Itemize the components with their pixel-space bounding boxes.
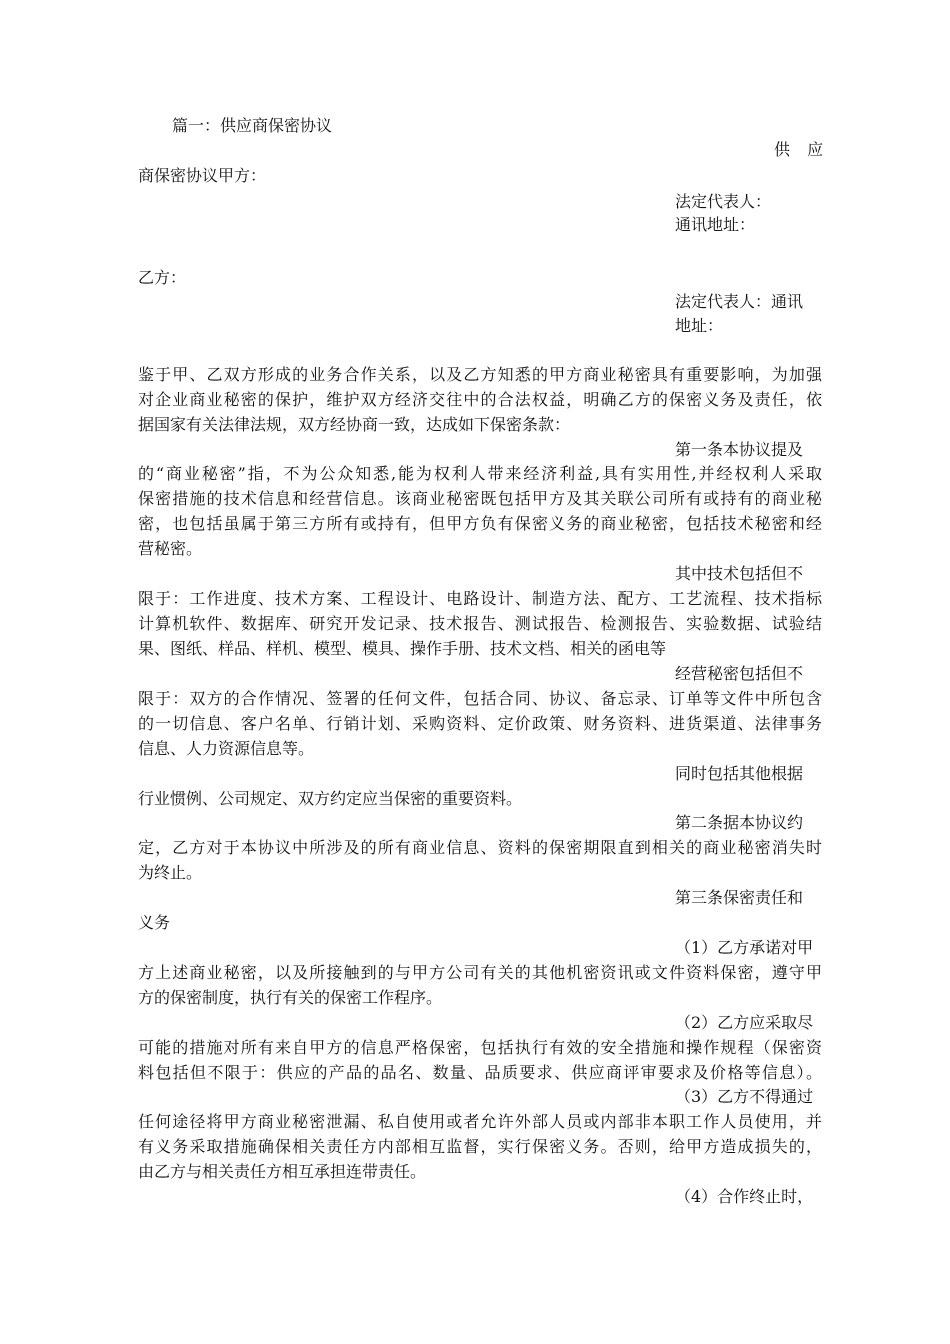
text-line: 可能的措施对所有来自甲方的信息严格保密，包括执行有效的安全措施和操作规程（保密资 [138, 1038, 822, 1057]
text-line: 由乙方与相关责任方相互承担连带责任。 [138, 1162, 427, 1181]
text-line: 行业惯例、公司规定、双方约定应当保密的重要资料。 [138, 789, 523, 808]
text-line: 营秘密。 [138, 539, 203, 558]
text-line: 方的保密制度，执行有关的保密工作程序。 [138, 988, 443, 1007]
text-line: 第三条保密责任和 [675, 888, 804, 907]
text-line: 地址： [675, 316, 724, 335]
text-line: 的一切信息、客户名单、行销计划、采购资料、定价政策、财务资料、进货渠道、法律事务 [138, 714, 822, 733]
text-line: 任何途径将甲方商业秘密泄漏、私自使用或者允许外部人员或内部非本职工作人员使用，并 [138, 1112, 822, 1131]
text-line: 法定代表人： [675, 192, 772, 211]
text-line: （4）合作终止时， [675, 1187, 814, 1206]
text-line: 其中技术包括但不 [675, 564, 804, 583]
text-line: 定，乙方对于本协议中所涉及的所有商业信息、资料的保密期限直到相关的商业秘密消失时 [138, 838, 822, 857]
text-line: （2）乙方应采取尽 [675, 1013, 814, 1032]
text-line: 对企业商业秘密的保护，维护双方经济交往中的合法权益，明确乙方的保密义务及责任，依 [138, 390, 822, 409]
text-line: 果、图纸、样品、样机、模型、模具、操作手册、技术文档、相关的函电等 [138, 639, 667, 658]
text-line: 限于：工作进度、技术方案、工程设计、电路设计、制造方法、配方、工艺流程、技术指标 [138, 589, 822, 608]
text-line: 鉴于甲、乙双方形成的业务合作关系，以及乙方知悉的甲方商业秘密具有重要影响，为加强 [138, 365, 822, 384]
text-line: （3）乙方不得通过 [675, 1087, 814, 1106]
text-line: 料包括但不限于：供应的产品的品名、数量、品质要求、供应商评审要求及价格等信息）。 [138, 1063, 822, 1082]
text-line: 经营秘密包括但不 [675, 664, 804, 683]
text-line: 为终止。 [138, 863, 203, 882]
text-line: 义务 [138, 913, 171, 932]
text-line: 信息、人力资源信息等。 [138, 739, 315, 758]
text-line: 限于：双方的合作情况、签署的任何文件，包括合同、协议、备忘录、订单等文件中所包含 [138, 689, 822, 708]
text-line: 第二条据本协议约 [675, 813, 804, 832]
text-line: 的“商业秘密”指，不为公众知悉,能为权利人带来经济利益,具有实用性,并经权利人采取 [138, 464, 822, 483]
text-line: 商保密协议甲方： [138, 166, 267, 185]
text-line: 方上述商业秘密，以及所接触到的与甲方公司有关的其他机密资讯或文件资料保密，遵守甲 [138, 963, 822, 982]
text-line: （1）乙方承诺对甲 [675, 938, 814, 957]
text-line: 保密措施的技术信息和经营信息。该商业秘密既包括甲方及其关联公司所有或持有的商业秘 [138, 489, 822, 508]
text-line: 法定代表人：通讯 [675, 292, 804, 311]
text-line: 计算机软件、数据库、研究开发记录、技术报告、测试报告、检测报告、实验数据、试验结 [138, 614, 822, 633]
text-line: 同时包括其他根据 [675, 764, 804, 783]
text-line: 第一条本协议提及 [675, 440, 804, 459]
text-line: 据国家有关法律法规，双方经协商一致，达成如下保密条款： [138, 415, 571, 434]
text-line: 有义务采取措施确保相关责任方内部相互监督，实行保密义务。否则，给甲方造成损失的， [138, 1137, 822, 1156]
document-title: 篇一：供应商保密协议 [172, 116, 333, 135]
text-line: 乙方： [138, 268, 187, 287]
text-line: 密，也包括虽属于第三方所有或持有，但甲方负有保密义务的商业秘密，包括技术秘密和经 [138, 514, 822, 533]
text-line: 供 应 [774, 140, 830, 159]
text-line: 通讯地址： [675, 215, 756, 234]
